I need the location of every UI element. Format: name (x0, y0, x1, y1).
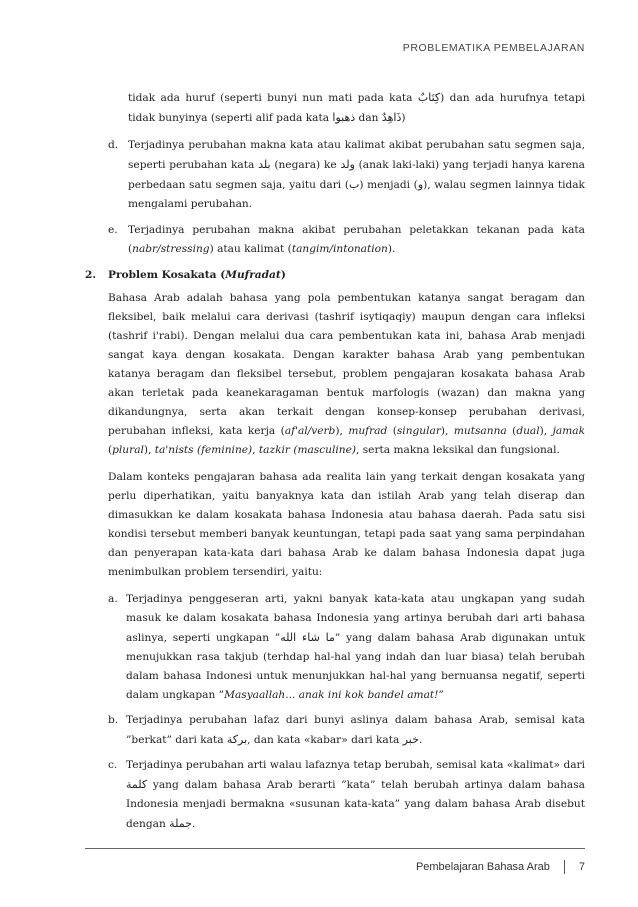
list-label: d. (108, 139, 119, 151)
italic-term: mufrad (348, 425, 388, 437)
text: , dan kata «kabar» dari kata (247, 734, 403, 746)
text: ), walau segmen lainnya tidak mengalami perubahan. (128, 179, 585, 210)
list-label: c. (108, 759, 118, 771)
page-number: 7 (578, 861, 585, 873)
text: ) (401, 112, 406, 124)
text: ), (440, 425, 454, 437)
list-item-b (108, 711, 585, 750)
italic-term: plural (112, 444, 144, 456)
text: ) dan ada hurufnya tetapi tidak bunyinya (seperti alif pada kata (128, 92, 585, 124)
arabic-word: جملة (169, 817, 192, 830)
italic-term: tazkir (masculine) (258, 444, 357, 456)
arabic-word: ذهبوا (332, 111, 356, 124)
text: (anak laki-laki) yang terjadi hanya karena perbedaan satu segmen saja, yaitu dari ( (128, 159, 585, 191)
text: dan (355, 112, 382, 124)
italic-term: nabr/stressing (132, 243, 210, 255)
footer (416, 860, 585, 874)
text: ), (335, 425, 349, 437)
running-header: PROBLEMATIKA PEMBELAJARAN (402, 42, 585, 54)
italic-term: ta'nists (feminine) (154, 444, 253, 456)
arabic-letter: ب (348, 178, 360, 191)
arabic-word: بركة (226, 733, 248, 746)
text: , serta makna leksikal dan fungsional. (356, 444, 560, 456)
text: tidak ada huruf (seperti bunyi nun mati pada kata (128, 92, 418, 104)
arabic-letter: و (417, 178, 424, 191)
italic-term: af'al/verb (284, 425, 336, 437)
text: ( (506, 425, 517, 437)
text: ), (143, 444, 155, 456)
text: yang dalam bahasa Arab berarti ”kata” telah berubah artinya dalam bahasa Indonesia menjadi bermakna «susunan kata-kata” yang dalam bahasa Arab disebut dengan (126, 779, 585, 830)
paragraph-1 (108, 289, 585, 460)
text: ) (280, 269, 286, 281)
italic-term: dual (516, 425, 540, 437)
text: Terjadinya penggeseran arti, yakni banyak kata-kata atau ungkapan yang sudah masuk ke dalam kosakata bahasa Indonesia yang artinya berubah dari arti bahasa aslinya, seperti ungkapan ” (126, 593, 585, 644)
arabic-phrase: ما شاء الله (280, 631, 335, 644)
list-item-c (108, 756, 585, 834)
italic-term: singular (396, 425, 441, 437)
text: . (418, 734, 423, 746)
text: ( (108, 444, 113, 456)
list-label: e. (108, 224, 118, 236)
text: ( (387, 425, 397, 437)
text: ). (387, 243, 396, 255)
arabic-word: كلمة (126, 778, 148, 791)
paragraph-2: Dalam konteks pengajaran bahasa ada realita lain yang terkait dengan kosakata yang perlu diperhatikan, yaitu banyaknya kata dan istilah Arab yang telah diserap dan dimasukkan ke dalam kosakata bahasa Indonesia atau bahasa daerah. Pada satu sisi kondisi tersebut memberi banyak keuntungan, tetapi pada saat yang sama perpindahan dan penyerapan kata-kata dari bahasa Arab ke dalam bahasa Indonesia dapat juga menimbulkan problem tersendiri, yaitu: (108, 471, 585, 578)
arabic-word: ولد (340, 158, 355, 171)
section-heading (85, 266, 585, 285)
footer-divider (85, 848, 585, 849)
arabic-word: ذَاهِدٌ (381, 111, 402, 124)
list-item-e (108, 221, 585, 259)
section-title: Problem Kosakata ( (108, 269, 226, 281)
text: Bahasa Arab adalah bahasa yang pola pembentukan katanya sangat beragam dan fleksibel, baik melalui cara derivasi (tashrif isytiqaqiy) maupun dengan cara infleksi (tashrif i'rabi). Dengan melalui dua cara pembentukan kata ini, bahasa Arab menjadi sangat kaya dengan kosakata. Dengan karakter bahasa Arab yang pembentukan katanya beragam dan fleksibel tersebut, problem pengajaran kosakata bahasa Arab akan terletak pada keanekaragaman bentuk marfologis (wazan) dan makna yang dikandungnya, serta akan terkait dengan konsep-konsep perubahan derivasi, perubahan infleksi, kata kerja ( (108, 292, 585, 437)
text: , (252, 444, 259, 456)
list-label: a. (108, 593, 118, 605)
footer-title: Pembelajaran Bahasa Arab (415, 861, 550, 873)
text: Terjadinya perubahan makna akibat perubahan peletakkan tekanan pada kata ( (128, 224, 585, 255)
text: Terjadinya perubahan arti walau lafaznya tetap berubah, semisal kata «kalimat» dari (126, 759, 585, 771)
text: ) menjadi ( (359, 179, 418, 191)
list-item-a (108, 590, 585, 705)
list-label: b. (108, 714, 119, 726)
list-item-d (108, 136, 585, 214)
arabic-word: كِتَابٌ (417, 91, 441, 104)
text: Terjadinya perubahan makna kata atau kalimat akibat perubahan satu segmen saja, seperti perubahan kata (128, 139, 585, 171)
text: ” yang dalam bahasa Arab digunakan untuk menujukkan rasa takjub (terhdap hal-hal yang indah dan luar biasa) telah berubah dalam bahasa Indonesi untuk menunjukkan hal-hal yang bernuansa negatif, seperti dalam ungkapan ” (126, 632, 585, 701)
page-body (85, 88, 585, 840)
continued-paragraph (128, 88, 585, 128)
text: (negara) ke (270, 159, 341, 171)
italic-term: jamak (552, 425, 585, 437)
section-number: 2. (85, 269, 97, 281)
text: . (191, 818, 196, 830)
text: Terjadinya perubahan lafaz dari bunyi aslinya dalam bahasa Arab, semisal kata ”berkat” dari kata (126, 714, 585, 746)
section-title-italic: Mufradat (225, 269, 281, 281)
text: ), (539, 425, 553, 437)
text: ) atau kalimat ( (209, 243, 292, 255)
footer-separator (564, 860, 565, 874)
italic-term: tangim/intonation (291, 243, 388, 255)
italic-term: mutsanna (453, 425, 507, 437)
text: ” (438, 689, 444, 701)
arabic-word: بلد (258, 158, 271, 171)
italic-quote: Masyaallah... anak ini kok bandel amat! (224, 689, 439, 701)
arabic-word: خبر (402, 733, 419, 746)
